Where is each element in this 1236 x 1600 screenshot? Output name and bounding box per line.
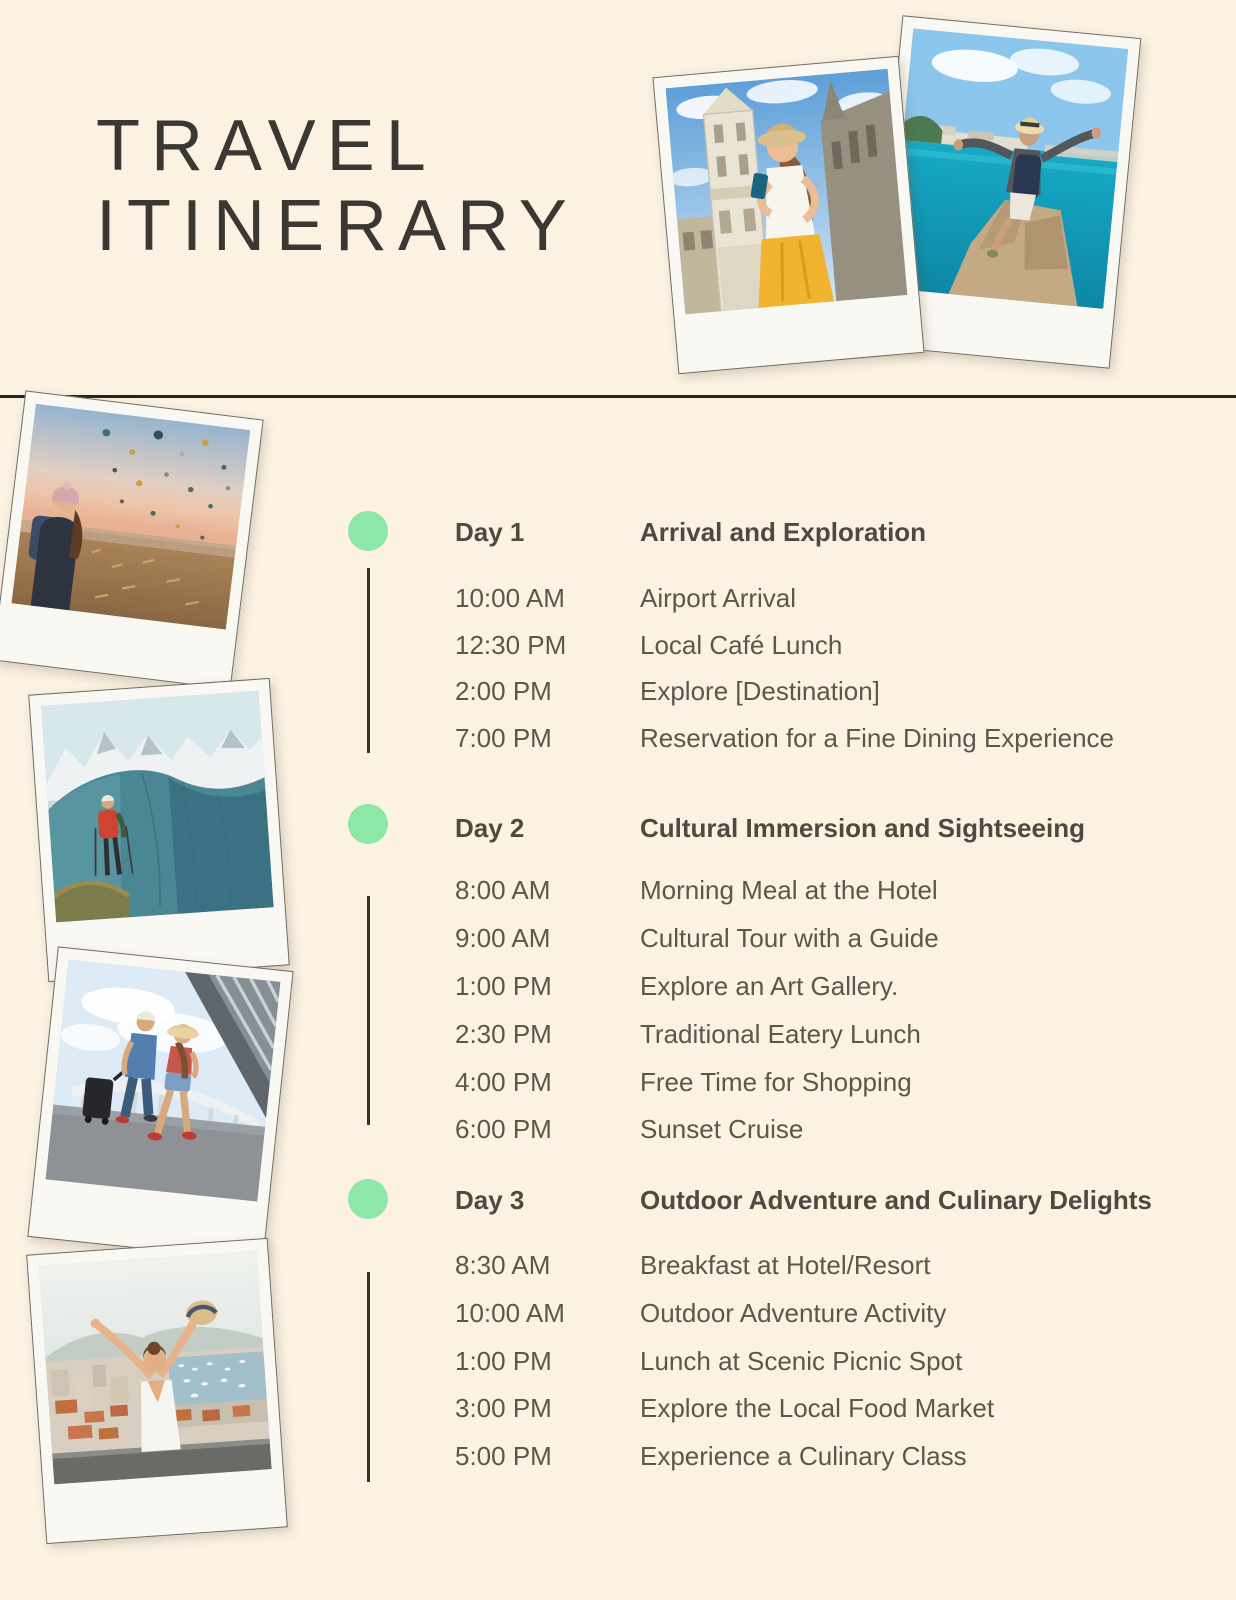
item-time: 8:00 AM bbox=[455, 875, 551, 905]
woman-with-raised-arms-over-harbor-city-photo bbox=[26, 1238, 288, 1544]
item-time: 7:00 PM bbox=[455, 723, 552, 753]
itinerary-item bbox=[455, 971, 898, 1001]
item-time: 9:00 AM bbox=[455, 923, 551, 953]
itinerary-item bbox=[455, 1114, 803, 1144]
hot-air-balloons-at-sunset-photo bbox=[0, 390, 264, 689]
sea-scene-illustration bbox=[888, 28, 1128, 309]
item-activity: Outdoor Adventure Activity bbox=[640, 1298, 947, 1328]
item-time: 3:00 PM bbox=[455, 1393, 552, 1423]
itinerary-item bbox=[455, 923, 939, 953]
separator-line bbox=[0, 395, 1236, 398]
itinerary-item bbox=[455, 676, 880, 706]
traveler-with-phone-by-cathedral-photo bbox=[652, 56, 924, 374]
day2-title: Cultural Immersion and Sightseeing bbox=[640, 813, 1085, 843]
item-activity: Explore an Art Gallery. bbox=[640, 971, 899, 1001]
item-time: 8:30 AM bbox=[455, 1250, 551, 1280]
item-time: 6:00 PM bbox=[455, 1114, 552, 1144]
photo-area bbox=[39, 1251, 272, 1485]
page-title bbox=[96, 106, 578, 266]
day2-timeline-line bbox=[367, 896, 370, 1125]
photo-area bbox=[665, 69, 907, 315]
itinerary-item bbox=[455, 875, 938, 905]
item-activity: Explore the Local Food Market bbox=[640, 1393, 995, 1423]
item-time: 2:00 PM bbox=[455, 676, 552, 706]
hiker-overlooking-teal-mountains-photo bbox=[28, 678, 290, 982]
item-time: 12:30 PM bbox=[455, 630, 567, 660]
item-activity: Lunch at Scenic Picnic Spot bbox=[640, 1346, 963, 1376]
day1-timeline-dot bbox=[348, 511, 388, 551]
day1-heading bbox=[455, 517, 926, 547]
photo-area bbox=[11, 404, 250, 630]
day3-timeline-dot bbox=[348, 1179, 388, 1219]
itinerary-item bbox=[455, 630, 842, 660]
itinerary-item bbox=[455, 1298, 946, 1328]
itinerary-item bbox=[455, 1441, 967, 1471]
day2-heading bbox=[455, 813, 1085, 843]
item-time: 1:00 PM bbox=[455, 1346, 552, 1376]
harbor-city-scene-illustration bbox=[39, 1251, 272, 1485]
day1-label: Day 1 bbox=[455, 517, 525, 547]
item-activity: Breakfast at Hotel/Resort bbox=[640, 1250, 931, 1280]
item-activity: Reservation for a Fine Dining Experience bbox=[640, 723, 1115, 753]
airport-scene-illustration bbox=[45, 960, 280, 1202]
day1-title: Arrival and Exploration bbox=[640, 517, 927, 547]
mountains-scene-illustration bbox=[41, 691, 274, 923]
item-time: 10:00 AM bbox=[455, 1298, 565, 1328]
day2-label: Day 2 bbox=[455, 813, 525, 843]
itinerary-item bbox=[455, 583, 796, 613]
item-activity: Cultural Tour with a Guide bbox=[640, 923, 939, 953]
page-title-line1: TRAVEL bbox=[96, 106, 437, 186]
item-activity: Free Time for Shopping bbox=[640, 1067, 912, 1097]
photo-area bbox=[41, 691, 274, 923]
day3-heading bbox=[455, 1185, 1152, 1215]
item-activity: Airport Arrival bbox=[640, 583, 797, 613]
page-title-line2: ITINERARY bbox=[96, 186, 578, 266]
item-time: 4:00 PM bbox=[455, 1067, 552, 1097]
itinerary-item bbox=[455, 1250, 930, 1280]
photo-area bbox=[45, 960, 280, 1202]
item-activity: Explore [Destination] bbox=[640, 676, 880, 706]
item-time: 1:00 PM bbox=[455, 971, 552, 1001]
item-activity: Local Café Lunch bbox=[640, 630, 843, 660]
itinerary-item bbox=[455, 1067, 912, 1097]
day3-label: Day 3 bbox=[455, 1185, 525, 1215]
item-time: 5:00 PM bbox=[455, 1441, 552, 1471]
item-time: 2:30 PM bbox=[455, 1019, 552, 1049]
day1-timeline-line bbox=[367, 568, 370, 753]
item-activity: Sunset Cruise bbox=[640, 1114, 804, 1144]
day3-title: Outdoor Adventure and Culinary Delights bbox=[640, 1185, 1152, 1215]
day2-timeline-dot bbox=[348, 804, 388, 844]
item-activity: Morning Meal at the Hotel bbox=[640, 875, 938, 905]
item-time: 10:00 AM bbox=[455, 583, 565, 613]
itinerary-item bbox=[455, 1346, 962, 1376]
item-activity: Traditional Eatery Lunch bbox=[640, 1019, 921, 1049]
item-activity: Experience a Culinary Class bbox=[640, 1441, 967, 1471]
couple-walking-with-luggage-photo bbox=[27, 946, 293, 1261]
day3-timeline-line bbox=[367, 1272, 370, 1482]
itinerary-item bbox=[455, 723, 1114, 753]
photo-area bbox=[888, 28, 1128, 309]
balloons-scene-illustration bbox=[11, 404, 250, 630]
itinerary-item bbox=[455, 1019, 921, 1049]
cathedral-scene-illustration bbox=[665, 69, 907, 315]
itinerary-item bbox=[455, 1393, 994, 1423]
